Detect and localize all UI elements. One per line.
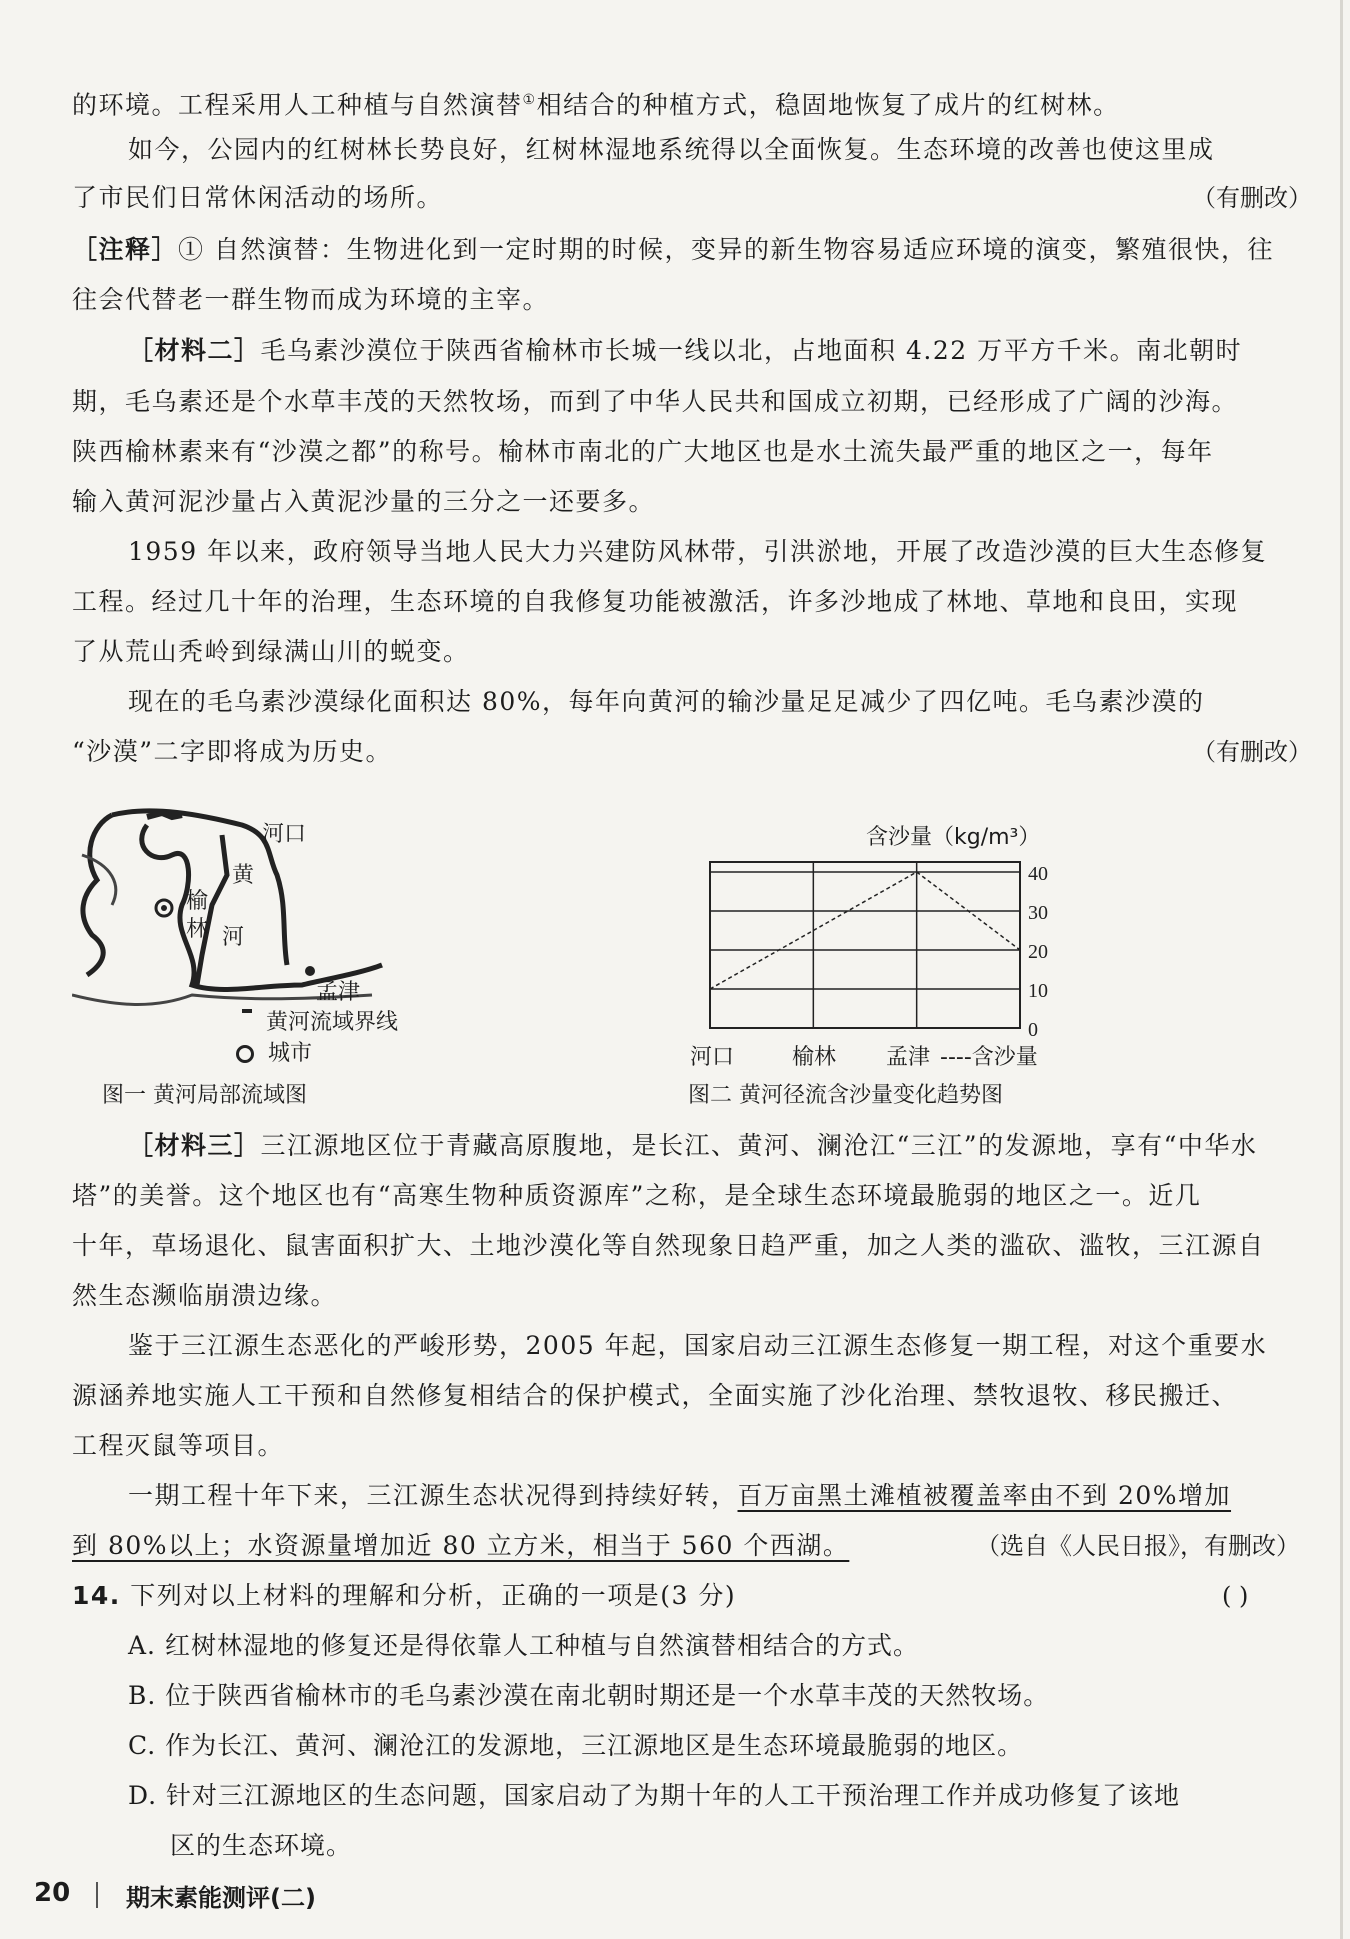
chart-y-tick-label: 10 <box>1028 980 1048 1002</box>
chart-series-segment <box>813 872 916 931</box>
option-d[interactable]: D. 针对三江源地区的生态问题，国家启动了为期十年的人工干预治理工作并成功修复了该地 <box>128 1781 1181 1810</box>
text-line: 现在的毛乌素沙漠绿化面积达 80%，每年向黄河的输沙量足足减少了四亿吨。毛乌素沙漠的 <box>128 687 1205 716</box>
map-label-huang: 黄 <box>232 863 255 888</box>
material-tag: ［材料二］ <box>128 336 261 365</box>
yellow-river-line <box>142 825 382 989</box>
option-a[interactable]: A. 红树林湿地的修复还是得依靠人工种植与自然演替相结合的方式。 <box>128 1631 919 1660</box>
underlined-text: 百万亩黑土滩植被覆盖率由不到 20%增加 <box>737 1481 1232 1510</box>
text-line: ［材料三］三江源地区位于青藏高原腹地，是长江、黄河、澜沧江“三江”的发源地，享有“中华水 <box>128 1128 1307 1164</box>
question-number: 14. <box>72 1581 121 1610</box>
map-label-lin: 林 <box>186 917 209 942</box>
underlined-text: 到 80%以上；水资源量增加近 80 立方米，相当于 560 个西湖。 <box>72 1531 850 1560</box>
chart-y-tick-label: 0 <box>1028 1019 1038 1041</box>
text-line: 了从荒山秃岭到绿满山川的蜕变。 <box>72 637 470 666</box>
source-note: （选自《人民日报》，有删改） <box>976 1532 1300 1560</box>
text-line: 源涵养地实施人工干预和自然修复相结合的保护模式，全面实施了沙化治理、禁牧退牧、移民搬迁、 <box>72 1381 1239 1410</box>
text-line: 了市民们日常休闲活动的场所。 <box>72 183 444 212</box>
option-c[interactable]: C. 作为长江、黄河、澜沧江的发源地，三江源地区是生态环境最脆弱的地区。 <box>128 1731 1024 1760</box>
chart-category-label: 孟津 <box>886 1045 931 1070</box>
page-edge <box>1340 0 1343 1939</box>
figure1-caption: 图一 黄河局部流域图 <box>102 1083 307 1108</box>
chart-y-tick-label: 40 <box>1028 863 1048 885</box>
text-line: 工程。经过几十年的治理，生态环境的自我修复功能被激活，许多沙地成了林地、草地和良田，实现 <box>72 587 1239 616</box>
footer-divider <box>96 1882 98 1908</box>
mengjin-point <box>305 966 315 976</box>
basin-boundary-line <box>83 815 112 975</box>
legend-boundary-label: 黄河流域界线 <box>266 1010 399 1035</box>
map-label-mengjin: 孟津 <box>316 980 361 1005</box>
answer-blank[interactable]: ( ) <box>1222 1582 1249 1610</box>
text-line: 期，毛乌素还是个水草丰茂的天然牧场，而到了中华人民共和国成立初期，已经形成了广阔的沙海。 <box>72 387 1239 416</box>
note-line: 往会代替老一群生物而成为环境的主宰。 <box>72 285 550 314</box>
chart-series-segment <box>710 931 813 990</box>
great-wall-mark <box>147 813 182 817</box>
text-line: “沙漠”二字即将成为历史。 <box>72 737 393 766</box>
map-label-hekou: 河口 <box>262 822 307 847</box>
text-line: 工程灭鼠等项目。 <box>72 1431 285 1460</box>
text-line: 如今，公园内的红树林长势良好，红树林湿地系统得以全面恢复。生态环境的改善也使这里成 <box>128 135 1215 164</box>
yulin-city-dot <box>161 905 167 911</box>
text-line: 陕西榆林素来有“沙漠之都”的称号。榆林市南北的广大地区也是水土流失最严重的地区之一，每年 <box>72 437 1214 466</box>
chart-frame <box>710 862 1020 1028</box>
text-line: ［材料二］毛乌素沙漠位于陕西省榆林市长城一线以北，占地面积 4.22 万平方千米。南北朝时 <box>128 333 1307 369</box>
chart-category-label: 榆林 <box>792 1045 837 1070</box>
sediment-chart <box>700 850 1060 1060</box>
map-label-yu: 榆 <box>186 889 209 914</box>
source-note: （有删改） <box>1192 738 1312 766</box>
question-stem: 14. 下列对以上材料的理解和分析，正确的一项是(3 分) <box>72 1581 737 1610</box>
footer-section: 期末素能测评(二) <box>126 1884 316 1912</box>
city-legend-icon <box>236 1045 254 1063</box>
text-line: 1959 年以来，政府领导当地人民大力兴建防风林带，引洪淤地，开展了改造沙漠的巨大生态修复 <box>128 537 1268 566</box>
material-tag: ［材料三］ <box>128 1131 261 1160</box>
legend-city-label: 城市 <box>240 1036 312 1067</box>
yellow-river-map <box>72 795 432 1025</box>
text-line <box>72 1528 972 1564</box>
page-number: 20 <box>34 1878 71 1908</box>
text-line: 十年，草场退化、鼠害面积扩大、土地沙漠化等自然现象日趋严重，加之人类的滥砍、滥牧，三江源自 <box>72 1231 1265 1260</box>
option-d-continued: 区的生态环境。 <box>170 1831 353 1860</box>
figure2-caption: 图二 黄河径流含沙量变化趋势图 <box>688 1083 1003 1108</box>
source-note: （有删改） <box>1192 184 1312 212</box>
chart-y-tick-label: 20 <box>1028 941 1048 963</box>
text-line: 的环境。工程采用人工种植与自然演替①相结合的种植方式，稳固地恢复了成片的红树林。 <box>72 90 1120 120</box>
chart-y-tick-label: 30 <box>1028 902 1048 924</box>
chart-title: 含沙量（kg/m³） <box>866 825 1041 850</box>
map-label-he: 河 <box>222 925 245 950</box>
text-line: 一期工程十年下来，三江源生态状况得到持续好转，百万亩黑土滩植被覆盖率由不到 20%增加 <box>128 1481 1232 1510</box>
text-line: 鉴于三江源生态恶化的严峻形势，2005 年起，国家启动三江源生态修复一期工程，对这个重要水 <box>128 1331 1268 1360</box>
note-line: ［注释］① 自然演替：生物进化到一定时期的时候，变异的新生物容易适应环境的演变，繁殖很快，往 <box>72 232 1307 268</box>
text-line: 然生态濒临崩溃边缘。 <box>72 1281 338 1310</box>
chart-category-label: 河口 <box>690 1045 735 1070</box>
chart-legend-label: ----含沙量 <box>940 1045 1038 1070</box>
option-b[interactable]: B. 位于陕西省榆林市的毛乌素沙漠在南北朝时期还是一个水草丰茂的天然牧场。 <box>128 1681 1050 1710</box>
note-tag: ［注释］ <box>72 235 179 264</box>
text-line: 输入黄河泥沙量占入黄泥沙量的三分之一还要多。 <box>72 487 656 516</box>
text-line: 塔”的美誉。这个地区也有“高寒生物种质资源库”之称，是全球生态环境最脆弱的地区之一。近几 <box>72 1181 1202 1210</box>
